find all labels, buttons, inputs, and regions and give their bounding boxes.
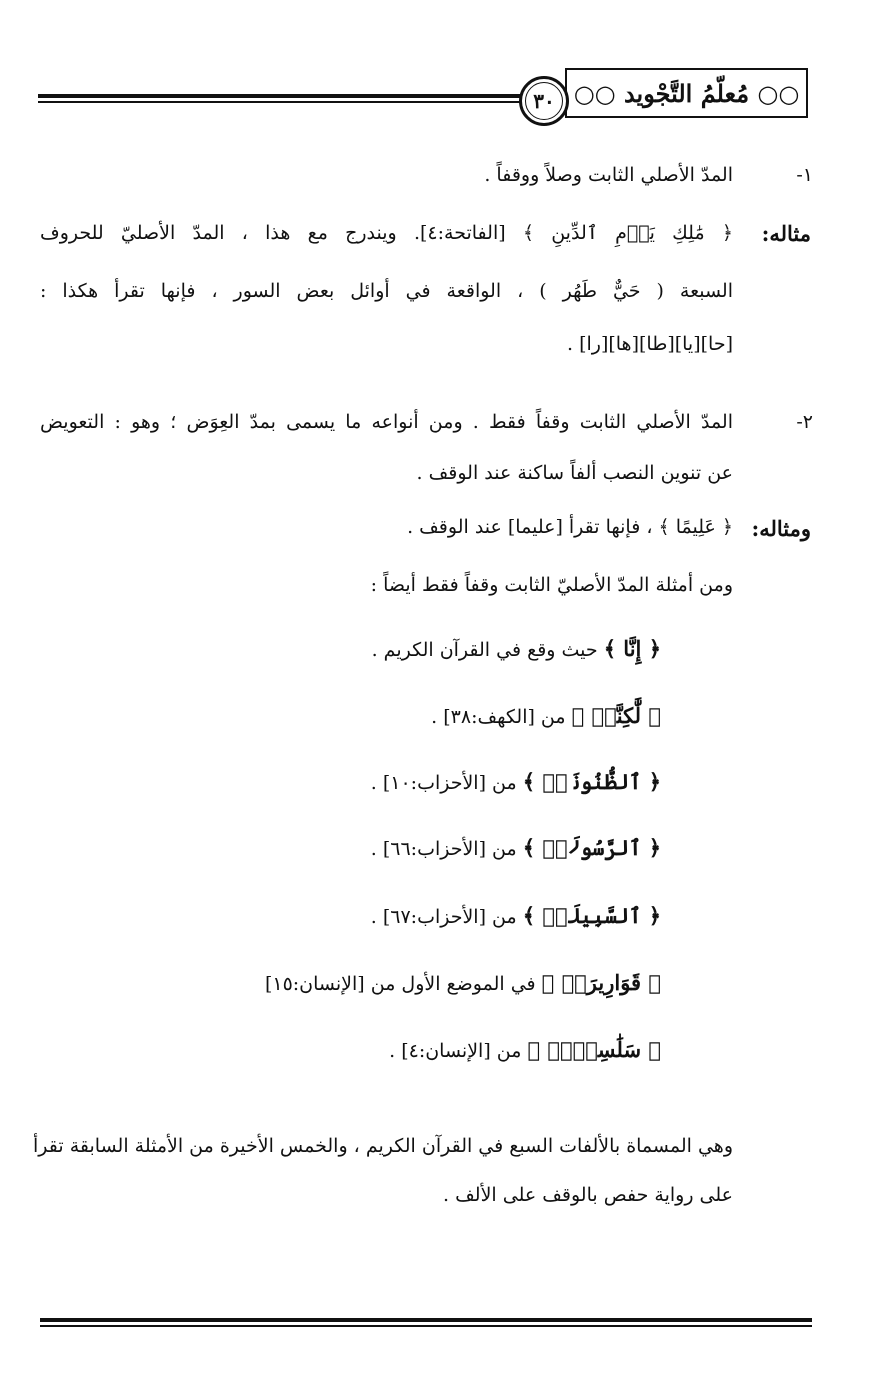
quran-word: ﴿ لَّٰكِنَّا۠ ﴾ [571, 703, 661, 728]
closing-line2: على رواية حفص بالوقف على الألف . [443, 1184, 733, 1206]
example-row [431, 705, 661, 727]
quran-word: ﴿ قَوَارِيرَا۠ ﴾ [541, 970, 661, 995]
item2-example-label: ومثاله: [751, 516, 811, 541]
example-ref: من [الأحزاب:١٠] . [370, 772, 517, 794]
example-ref: من [الكهف:٣٨] . [431, 706, 566, 728]
footer-rule-thin [40, 1325, 812, 1327]
example-row [389, 1039, 661, 1061]
quran-word: ﴿ ٱلرَّسُولَا۠ ﴾ [522, 835, 661, 860]
footer-rule [40, 1318, 812, 1322]
item1-example-label: مثاله: [761, 221, 811, 246]
example-ref: حيث وقع في القرآن الكريم . [371, 639, 598, 661]
example-ref: من [الأحزاب:٦٦] . [370, 838, 517, 860]
examples-intro: ومن أمثلة المدّ الأصليّ الثابت وقفاً فقط أيضاً : [370, 574, 733, 596]
header-rule [38, 94, 528, 98]
example-ref: من [الأحزاب:٦٧] . [370, 906, 517, 928]
page-number: ٣٠ [519, 76, 569, 126]
item2-text-line2: عن تنوين النصب ألفاً ساكنة عند الوقف . [416, 462, 733, 484]
example-row [371, 905, 661, 927]
item1-text: المدّ الأصلي الثابت وصلاً ووقفاً . [484, 164, 733, 186]
item1-example-line3: [حا][يا][طا][ها][را] . [567, 333, 733, 355]
item2-example-text: ﴿ عَلِيمًا ﴾ ، فإنها تقرأ [عليما] عند الوقف . [407, 516, 733, 538]
item1-example-line2: السبعة ( حَيٌّ طَهُر ) ، الواقعة في أوائل بعض السور ، فإنها تقرأ هكذا : [40, 280, 733, 302]
item2-number: ٢- [796, 411, 813, 433]
example-row [265, 972, 661, 994]
item2-text-line1: المدّ الأصلي الثابت وقفاً فقط . ومن أنواعه ما يسمى بمدّ العِوَض ؛ وهو : التعويض [40, 411, 733, 433]
example-row [371, 837, 661, 859]
quran-word: ﴿ سَلَٰسِلَا۠ ﴾ [527, 1037, 661, 1062]
header-rule-thin [38, 101, 528, 103]
running-title: ○○ مُعلّمُ التَّجْويد ○○ [565, 68, 808, 118]
example-ref: من [الإنسان:٤] . [389, 1040, 522, 1062]
quran-word: ﴿ ٱلظُّنُونَا۠ ﴾ [522, 769, 661, 794]
example-row [372, 638, 661, 660]
example-row [371, 771, 661, 793]
item1-number: ١- [796, 164, 813, 186]
closing-line1: وهي المسماة بالألفات السبع في القرآن الكريم ، والخمس الأخيرة من الأمثلة السابقة تقرأ [33, 1135, 733, 1157]
quran-word: ﴿ ٱلسَّبِيلَا۠ ﴾ [522, 903, 661, 928]
example-ref: في الموضع الأول من [الإنسان:١٥] [264, 973, 536, 995]
item1-example-line1: ﴿ مَٰلِكِ يَوۡمِ ٱلدِّينِ ﴾ [الفاتحة:٤]. ويندرج مع هذا ، المدّ الأصليّ للحروف [40, 222, 733, 244]
quran-word: ﴿ إِنَّا ﴾ [603, 636, 661, 661]
